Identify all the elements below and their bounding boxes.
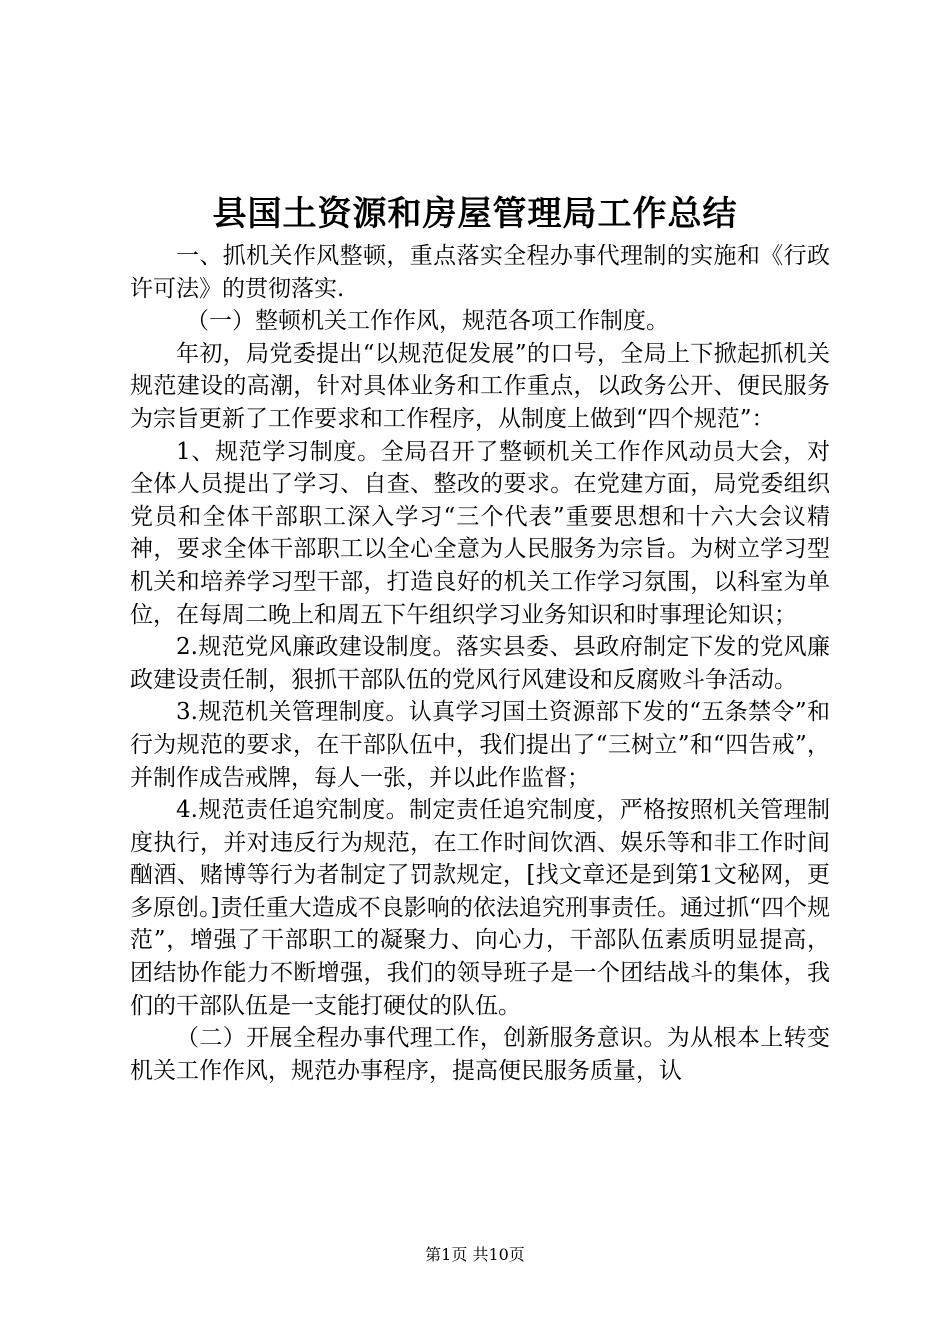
- document-title: 县国土资源和房屋管理局工作总结: [212, 194, 738, 234]
- paragraph: 4.规范责任追究制度。制定责任追究制度，严格按照机关管理制度执行，并对违反行为规范，在工作时间饮酒、娱乐等和非工作时间酗酒、赌博等行为者制定了罚款规定，[找文章还是到第1文秘网，更多原创。]责任重大造成不良影响的依法追究刑事责任。通过抓“四个规范”，增强了干部职工的凝聚力、向心力，干部队伍素质明显提高，团结协作能力不断增强，我们的领导班子是一个团结战斗的集体，我们的干部队伍是一支能打硬仗的队伍。: [130, 797, 830, 1019]
- paragraph: 1、规范学习制度。全局召开了整顿机关工作作风动员大会，对全体人员提出了学习、自查、整改的要求。在党建方面，局党委组织党员和全体干部职工深入学习“三个代表”重要思想和十六大会议精神，要求全体干部职工以全心全意为人民服务为宗旨。为树立学习型机关和培养学习型干部，打造良好的机关工作学习氛围，以科室为单位，在每周二晚上和周五下午组织学习业务知识和时事理论知识；: [130, 438, 830, 628]
- page-number-footer: 第1页 共10页: [425, 1245, 525, 1264]
- paragraph: 年初，局党委提出“以规范促发展”的口号，全局上下掀起抓机关规范建设的高潮，针对具体业务和工作重点，以政务公开、便民服务为宗旨更新了工作要求和工作程序，从制度上做到“四个规范”：: [130, 340, 830, 432]
- paragraph: （二）开展全程办事代理工作，创新服务意识。为从根本上转变机关工作作风，规范办事程序，提高便民服务质量，认: [130, 1025, 830, 1084]
- document-body: [130, 240, 830, 1087]
- paragraph: 3.规范机关管理制度。认真学习国土资源部下发的“五条禁令”和行为规范的要求，在干部队伍中，我们提出了“三树立”和“四告戒”，并制作成告戒牌，每人一张，并以此作监督；: [130, 699, 830, 791]
- paragraph: 一、抓机关作风整顿，重点落实全程办事代理制的实施和《行政许可法》的贯彻落实.: [130, 243, 830, 302]
- paragraph: （一）整顿机关工作作风，规范各项工作制度。: [186, 308, 669, 335]
- paragraph: 2.规范党风廉政建设制度。落实县委、县政府制定下发的党风廉政建设责任制，狠抓干部队伍的党风行风建设和反腐败斗争活动。: [130, 634, 830, 693]
